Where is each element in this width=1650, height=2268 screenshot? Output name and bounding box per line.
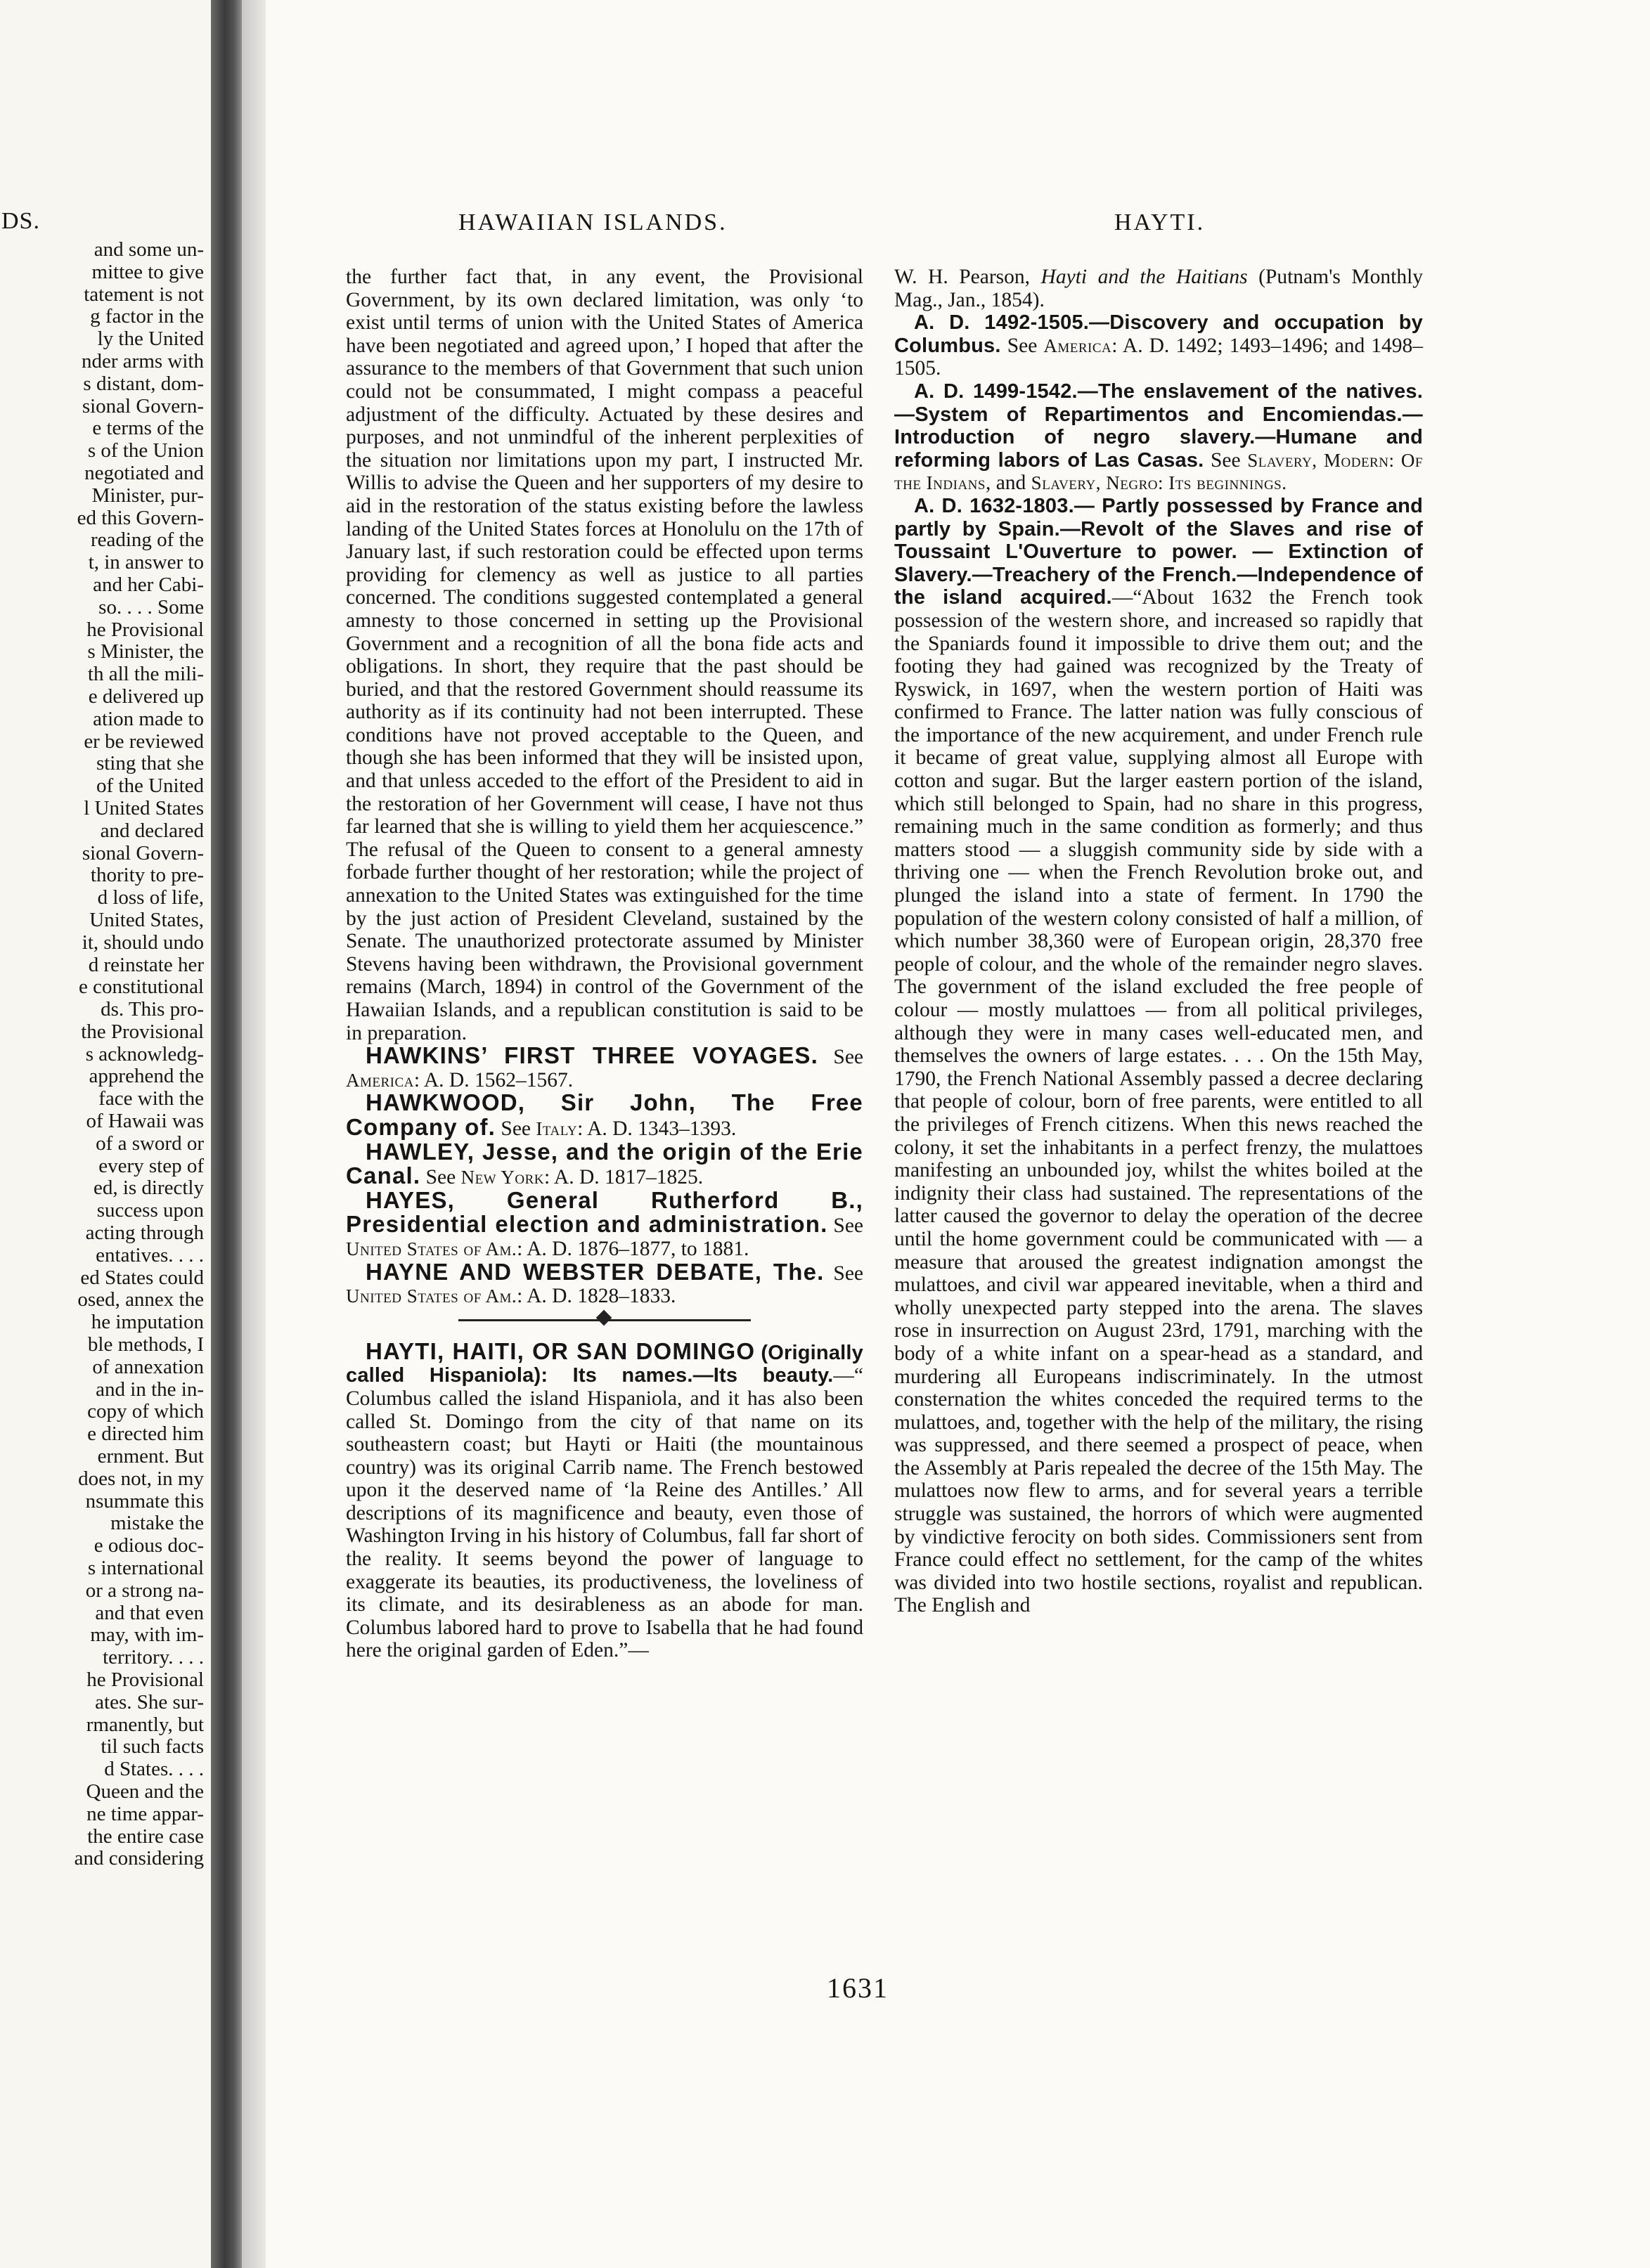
previous-page-line: mistake the (110, 1512, 204, 1535)
running-head-left: HAWAIIAN ISLANDS. (458, 209, 728, 235)
previous-page-line: of the United (96, 775, 204, 798)
previous-page-text (0, 239, 204, 1870)
previous-page-line: s international (87, 1557, 204, 1580)
previous-page-line: th all the mili- (87, 663, 204, 686)
previous-page-line: he Provisional (86, 618, 204, 641)
entry-title: HAWLEY, Jesse, and the origin of the Erie Canal. (346, 1138, 863, 1189)
previous-page-line: United States, (89, 908, 204, 931)
previous-page-line: may, with im- (90, 1624, 204, 1647)
previous-page-line: e terms of the (92, 417, 204, 440)
entry-hayes: HAYES, General Rutherford B., Presidential election and administration. See United States of Am.: A. D. 1876–1877, to 1881. (346, 1186, 863, 1260)
previous-page-line: er be reviewed (84, 730, 204, 753)
previous-page-line: he Provisional (86, 1668, 204, 1691)
book-gutter-shadow (211, 0, 242, 2268)
previous-page-line: so. . . . Some (98, 595, 204, 618)
previous-page-line: territory. . . . (103, 1646, 204, 1669)
previous-page-line: does not, in my (78, 1467, 204, 1490)
previous-page-line: nsummate this (85, 1489, 204, 1512)
cross-reference: Slavery, Negro: Its beginnings. (1031, 472, 1287, 494)
subentry-title: — Partly possessed by France and partly by Spain.—Revolt of the Slaves and rise of Toussaint L'Ouverture to power. — Extinction of Slavery.—Treachery of the French.—Independence of the island acquired. (894, 494, 1423, 609)
entry-title: HAYES, General Rutherford B., Presidential election and administration. (346, 1186, 863, 1238)
subentry-date: A. D. 1632-1803. (914, 494, 1074, 517)
previous-page-line: and considering (74, 1847, 204, 1870)
entry-hayti: HAYTI, HAITI, OR SAN DOMINGO (Originally called Hispaniola): Its names.—Its beauty.—“ Columbus called the island Hispaniola, and it has also been called St. Domingo from the city of that name on its southeastern coast; but Hayti or Haiti (the mountainous country) was its original Carrib name. The French bestowed upon it the deserved name of ‘la Reine des Antilles.’ All descriptions of its magnificence and beauty, even those of Washington Irving in his history of Columbus, fall far short of the reality. It seems beyond the power of language to exaggerate its beauties, its productiveness, the loveliness of its climate, and its desirableness as an abode for man. Columbus labored hard to prove to Isabella that he had found here the original garden of Eden.”— (346, 1337, 863, 1662)
cross-reference: United States of Am. (346, 1238, 517, 1259)
entry-subtitle: (Originally called Hispaniola): Its names.—Its beauty. (346, 1341, 863, 1387)
entry-title: HAYTI, HAITI, OR SAN DOMINGO (366, 1337, 756, 1364)
cross-reference: America (1043, 335, 1112, 356)
previous-page-line: t, in answer to (88, 551, 204, 574)
previous-page-line: of a sword or (96, 1132, 204, 1155)
entry-hawley: HAWLEY, Jesse, and the origin of the Erie Canal. See New York: A. D. 1817–1825. (346, 1138, 863, 1189)
previous-page-line: apprehend the (89, 1065, 204, 1088)
subentry-1499: A. D. 1499-1542.—The enslavement of the natives.—System of Repartimentos and Encomiendas.—Introduction of negro slavery.—Humane and reforming labors of Las Casas. See Slavery, Modern: Of the Indians, and Slavery, Negro: Its beginnings. (894, 380, 1423, 495)
previous-page-line: s distant, dom- (83, 372, 204, 395)
previous-page-line: the entire case (87, 1825, 204, 1848)
cross-reference: America (346, 1069, 414, 1091)
subentry-date: A. D. 1492-1505. (914, 311, 1090, 335)
previous-page-line: ly the United (97, 328, 204, 351)
previous-page-line: ne time appar- (86, 1802, 204, 1825)
previous-page-line: every step of (98, 1154, 204, 1177)
previous-page-fragment (0, 0, 211, 2268)
entry-title: HAYNE AND WEBSTER DEBATE, The. (366, 1258, 825, 1285)
previous-page-line: Minister, pur- (91, 484, 204, 507)
previous-page-line: rmanently, but (86, 1713, 204, 1736)
citation: W. H. Pearson, Hayti and the Haitians (Putnam's Monthly Mag., Jan., 1854). (894, 266, 1424, 311)
subentry-1632: A. D. 1632-1803.— Partly possessed by France and partly by Spain.—Revolt of the Slaves and rise of Toussaint L'Ouverture to power. — Extinction of Slavery.—Treachery of the French.—Independence of the island acquired.—“About 1632 the French took possession of the western shore, and increased so rapidly that the Spaniards found it impossible to drive them out; and the footing they had gained was recognized by the Treaty of Ryswick, in 1697, when the western portion of Haiti was confirmed to France. The latter nation was fully conscious of the importance of the new acquirement, and under French rule it became of great value, supplying almost all Europe with cotton and sugar. But the larger eastern portion of the island, which still belonged to Spain, had no share in this progress, remaining much in the same condition as formerly; and thus matters stood — a sluggish community side by side with a thriving one — when the French Revolution broke out, and plunged the island into a state of ferment. In 1790 the population of the western colony consisted of half a million, of which number 38,360 were of European origin, 28,370 free people of colour, and the whole of the remainder negro slaves. The government of the island excluded the free people of colour — mostly mulattoes — from all political privileges, although they were in many cases well-educated men, and themselves the owners of large estates. . . . On the 15th May, 1790, the French National Assembly passed a decree declaring that people of colour, born of free parents, were entitled to all the privileges of French citizens. When this news reached the colony, it set the inhabitants in a perfect frenzy, the mulattoes manifesting an unbounded joy, whilst the whites boiled at the indignity their class had sustained. The representations of the latter caused the governor to delay the operation of the decree until the home government could be communicated with — a measure that aroused the greatest indignation amongst the mulattoes, and civil war appeared inevitable, when a third and wholly unexpected party stepped into the arena. The slaves rose in insurrection on August 23rd, 1791, marching with the body of a white infant on a spear-head as a standard, and murdering all Europeans indiscriminately. In the utmost consternation the whites conceded the required terms to the mulattoes, and, together with the help of the military, the rising was suppressed, and there seemed a prospect of peace, when the Assembly at Paris repealed the decree of the 15th May. The mulattoes now flew to arms, and for several years a terrible struggle was sustained, the horrors of which were augmented by vindictive ferocity on both sides. Commissioners sent from France could effect no settlement, for the camp of the whites was divided into two hostile sections, royalist and republican. The English and (894, 494, 1423, 1617)
previous-page-line: d loss of life, (97, 886, 204, 909)
column-left (346, 266, 863, 1662)
previous-page-line: g factor in the (90, 305, 204, 328)
diamond-ornament-icon (596, 1309, 612, 1326)
previous-page-line: sting that she (96, 752, 204, 775)
previous-page-line: face with the (98, 1087, 204, 1110)
previous-page-line: it, should undo (82, 931, 204, 954)
previous-page-line: thority to pre- (90, 864, 204, 887)
previous-page-line: copy of which (87, 1400, 204, 1423)
previous-page-running-head: DS. (1, 208, 40, 234)
previous-page-line: of annexation (92, 1355, 204, 1378)
previous-page-line: nder arms with (82, 349, 204, 372)
previous-page-line: ds. This pro- (101, 998, 204, 1021)
subentry-1492: A. D. 1492-1505.—Discovery and occupation by Columbus. See America: A. D. 1492; 1493–1496; and 1498–1505. (894, 311, 1424, 380)
subentry-title: —The enslavement of the natives.—System of Repartimentos and Encomiendas.—Introduction of negro slavery.—Humane and reforming labors of Las Casas. (894, 380, 1423, 472)
page-edge (242, 0, 266, 2268)
previous-page-line: and declared (100, 819, 204, 842)
previous-page-line: d reinstate her (88, 953, 204, 976)
previous-page-line: tatement is not (84, 283, 204, 306)
previous-page-line: s acknowledg- (85, 1042, 204, 1065)
previous-page-line: and in the in- (96, 1378, 204, 1401)
previous-page-line: mittee to give (91, 260, 204, 283)
section-divider (346, 1308, 863, 1336)
cross-reference: Italy (536, 1117, 578, 1139)
running-head-right: HAYTI. (1114, 209, 1206, 235)
previous-page-line: ed States could (80, 1266, 204, 1289)
entry-hayne-webster: HAYNE AND WEBSTER DEBATE, The. See United States of Am.: A. D. 1828–1833. (346, 1258, 864, 1308)
previous-page-line: s of the Union (87, 439, 204, 462)
previous-page-line: entatives. . . . (96, 1243, 204, 1266)
previous-page-line: Queen and the (86, 1780, 204, 1803)
previous-page-line: reading of the (90, 529, 204, 552)
previous-page-line: he imputation (91, 1311, 204, 1334)
subentry-date: A. D. 1499-1542. (914, 380, 1078, 403)
entry-title: HAWKINS’ FIRST THREE VOYAGES. (366, 1042, 819, 1069)
cross-reference: New York (460, 1167, 544, 1188)
previous-page-line: negotiated and (84, 461, 204, 484)
previous-page-line: e odious doc- (94, 1534, 204, 1557)
previous-page-line: and some un- (94, 238, 204, 261)
entry-title: HAWKWOOD, Sir John, The Free Company of. (346, 1089, 863, 1140)
previous-page-line: and her Cabi- (93, 573, 204, 596)
previous-page-line: acting through (85, 1222, 204, 1245)
previous-page-line: d States. . . . (104, 1758, 204, 1781)
previous-page-line: til such facts (101, 1735, 204, 1758)
entry-hawkwood: HAWKWOOD, Sir John, The Free Company of. See Italy: A. D. 1343–1393. (346, 1089, 863, 1140)
previous-page-line: ernment. But (97, 1445, 204, 1468)
previous-page-line: s Minister, the (87, 640, 204, 663)
page-number: 1631 (827, 1972, 889, 2004)
previous-page-line: e delivered up (88, 685, 204, 708)
entry-hawkins: HAWKINS’ FIRST THREE VOYAGES. See America: A. D. 1562–1567. (346, 1042, 863, 1091)
previous-page-line: sional Govern- (82, 394, 204, 417)
previous-page-line: success upon (96, 1199, 204, 1222)
previous-page-line: e constitutional (79, 976, 204, 999)
previous-page-line: the Provisional (81, 1020, 204, 1043)
previous-page-line: ates. She sur- (95, 1690, 204, 1713)
column-right (894, 266, 1423, 1617)
previous-page-line: ation made to (93, 707, 204, 730)
cross-reference: United States of Am. (346, 1285, 517, 1307)
previous-page-line: and that even (95, 1601, 204, 1624)
subentry-title: —Discovery and occupation by Columbus. (894, 311, 1423, 357)
previous-page-line: ed, is directly (93, 1177, 204, 1200)
previous-page-line: osed, annex the (77, 1288, 204, 1311)
cross-reference: Slavery, Modern: Of the Indians (894, 449, 1423, 494)
previous-page-line: of Hawaii was (86, 1110, 204, 1133)
continued-paragraph: the further fact that, in any event, the Provisional Government, by its own declared limitation, was only ‘to exist until terms of union with the United States of America have been negotiated and agreed upon,’ I hoped that after the assurance to the members of that Government that such union could not be consummated, I might compass a peaceful adjustment of the difficulty. Actuated by these desires and purposes, and not unmindful of the inherent perplexities of the situation nor limitations upon my part, I instructed Mr. Willis to advise the Queen and her supporters of my desire to aid in the restoration of the status existing before the lawless landing of the United States forces at Honolulu on the 17th of January last, if such restoration could be effected upon terms providing for clemency as well as justice to all parties concerned. The conditions suggested contemplated a general amnesty to those concerned in setting up the Provisional Government and a recognition of all the bona fide acts and obligations. In short, they require that the past should be buried, and that the restored Government should reassume its authority as if its continuity had not been interrupted. These conditions have not proved acceptable to the Queen, and though she has been informed that they will be insisted upon, and that unless acceded to the effort of the President to aid in the restoration of her Government will cease, I have not thus far learned that she is willing to yield them her acquiescence.” The refusal of the Queen to consent to a general amnesty forbade further thought of her restoration; while the project of annexation to the United States was extinguished for the time by the just action of President Cleveland, sustained by the Senate. The unauthorized protectorate assumed by Minister Stevens having been withdrawn, the Provisional government remains (March, 1894) in control of the Government of the Hawaiian Islands, and a republican constitution is said to be in preparation. (346, 266, 863, 1044)
previous-page-line: e directed him (87, 1423, 204, 1446)
previous-page-line: sional Govern- (82, 841, 204, 864)
previous-page-line: or a strong na- (85, 1579, 204, 1602)
previous-page-line: ble methods, I (87, 1333, 204, 1356)
previous-page-line: l United States (84, 796, 204, 819)
previous-page-line: ed this Govern- (77, 506, 204, 529)
